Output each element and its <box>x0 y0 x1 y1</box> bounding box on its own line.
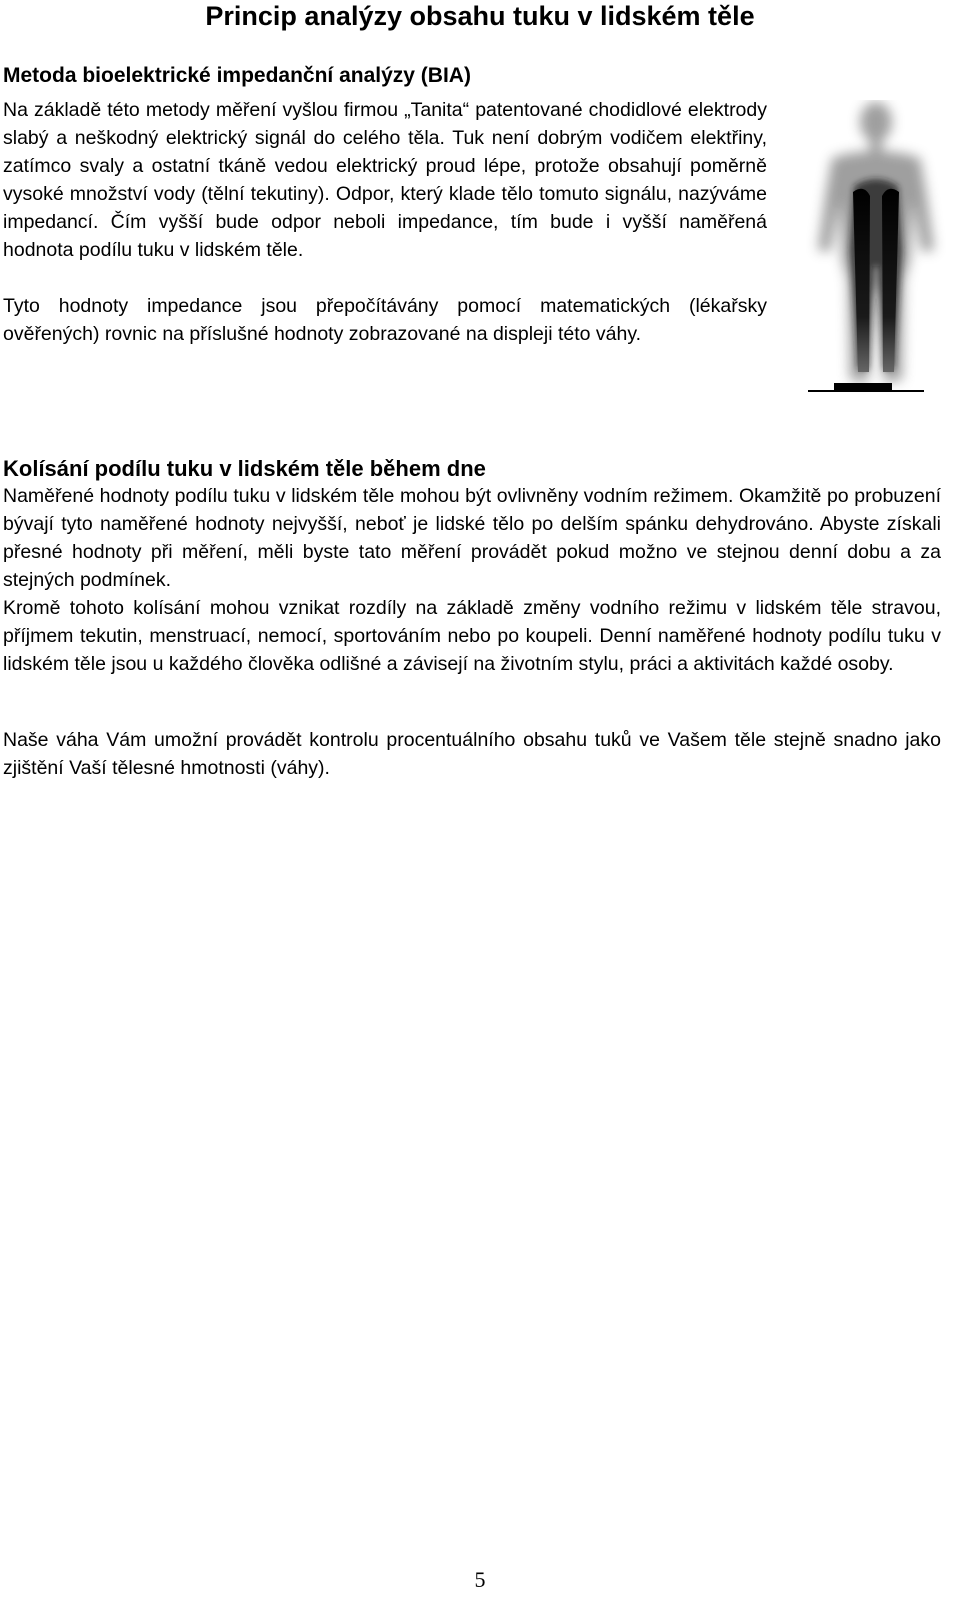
daily-section-heading: Kolísání podílu tuku v lidském těle během dne <box>3 456 486 481</box>
daily-paragraph-2: Kromě tohoto kolísání mohou vznikat rozdíly na základě změny vodního režimu v lidském těle stravou, příjmem tekutin, menstruací, nemocí, sportováním nebo po koupeli. Denní naměřené hodnoty podílu tuku v lidském těle jsou u každého člověka odlišné a závisejí na životním stylu, práci a aktivitách každé osoby. <box>3 597 941 675</box>
bia-paragraph-2: Tyto hodnoty impedance jsou přepočítávány pomocí matematických (lékařsky ověřených) rovnic na příslušné hodnoty zobrazované na displeji této váhy. <box>3 295 767 345</box>
page-title: Princip analýzy obsahu tuku v lidském těle <box>205 1 755 31</box>
body-silhouette-figure <box>806 100 946 406</box>
body-silhouette-icon <box>806 100 946 406</box>
bia-paragraph-1: Na základě této metody měření vyšlou firmou „Tanita“ patentované chodidlové elektrody slabý a neškodný elektrický signál do celého těla. Tuk není dobrým vodičem elektřiny, zatímco svaly a ostatní tkáně vedou elektrický proud lépe, protože obsahují poměrně vysoké množství vody (tělní tekutiny). Odpor, který klade tělo tomuto signálu, nazýváme impedancí. Čím vyšší bude odpor neboli impedance, tím bude i vyšší naměřená hodnota podílu tuku v lidském těle. <box>3 99 767 261</box>
page-number: 5 <box>474 1567 486 1592</box>
daily-paragraph-3: Naše váha Vám umožní provádět kontrolu procentuálního obsahu tuků ve Vašem těle stejně snadno jako zjištění Vaší tělesné hmotnosti (váhy). <box>3 729 941 779</box>
daily-paragraph-1: Naměřené hodnoty podílu tuku v lidském těle mohou být ovlivněny vodním režimem. Okamžitě po probuzení bývají tyto naměřené hodnoty nejvyšší, neboť je lidské tělo po delším spánku dehydrováno. Abyste získali přesné hodnoty při měření, měli byste tato měření provádět pokud možno ve stejnou denní dobu a za stejných podmínek. <box>3 485 941 591</box>
bia-section-heading: Metoda bioelektrické impedanční analýzy (BIA) <box>3 64 471 87</box>
